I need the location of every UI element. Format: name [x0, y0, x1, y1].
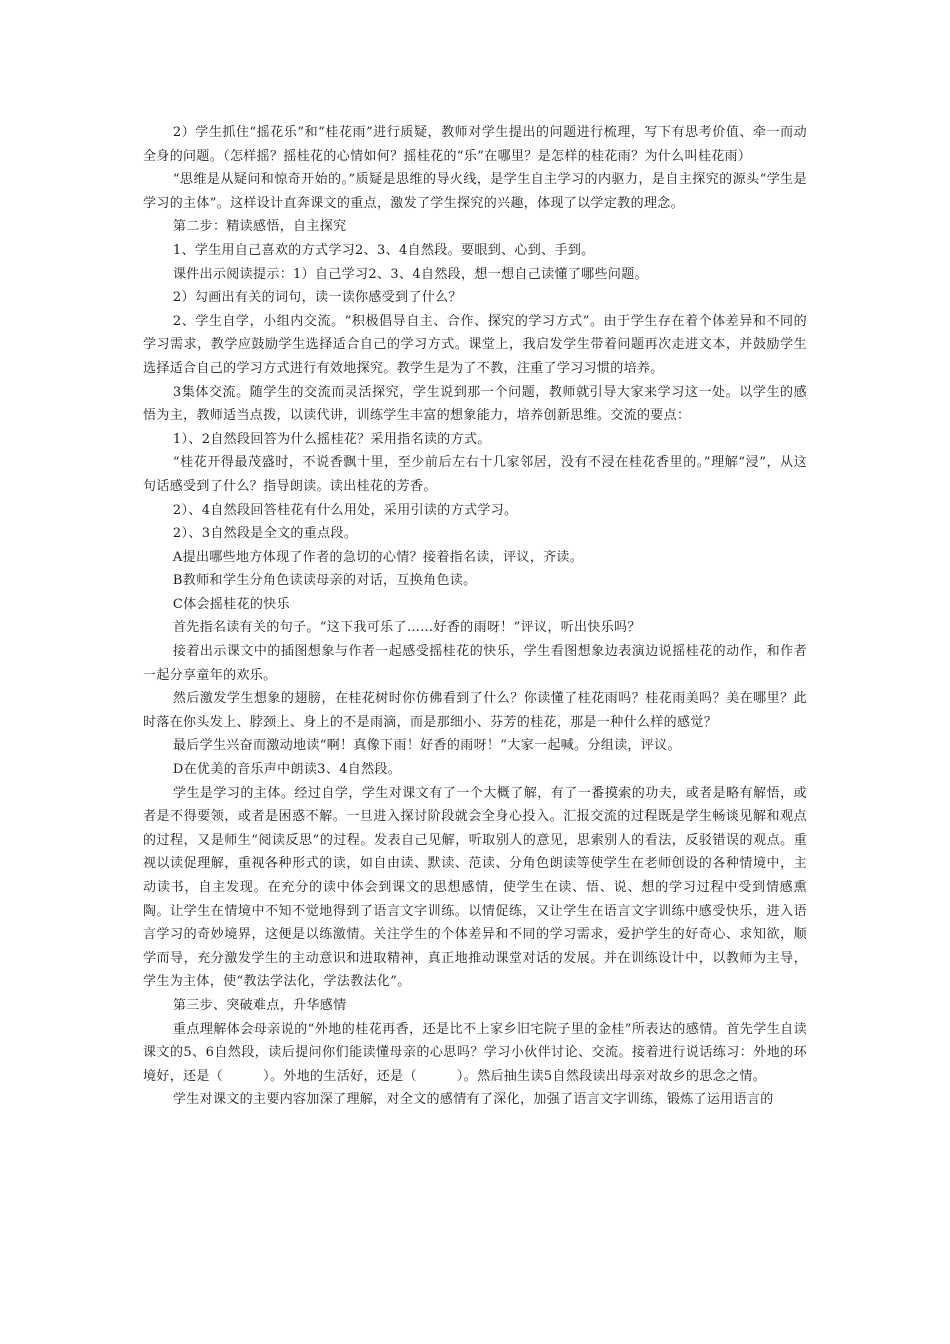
paragraph: B教师和学生分角色读读母亲的对话，互换角色读。: [172, 573, 477, 589]
paragraph: A提出哪些地方体现了作者的急切的心情？接着指名读，评议，齐读。: [172, 549, 584, 565]
paragraph: 1、学生用自己喜欢的方式学习2、3、4自然段。要眼到、心到、手到。: [172, 242, 595, 258]
paragraph: 学生是学习的主体。经过自学，学生对课文有了一个大概了解，有了一番摸索的功夫，或者是略有解悟，或者是不得要领，或者是困惑不解。一旦进入探讨阶段就会全身心投入。汇报交流的过程既是学生畅谈见解和观点的过程，又是师生“阅读反思”的过程。发表自己见解，听取别人的意见，思索别人的看法，反驳错误的观点。重视以读促理解，重视各种形式的读，如自由读、默读、范读、分角色朗读等使学生在老师创设的各种情境中，主动读书，自主发现。在充分的读中体会到课文的思想感情，使学生在读、悟、说、想的学习过程中受到情感熏陶。让学生在情境中不知不觉地得到了语言文字训练。以情促练，又让学生在语言文字训练中感受快乐，进入语言学习的奇妙境界，这便是以练激情。关注学生的个体差异和不同的学习需求，爱护学生的好奇心、求知欲，顺学而导，充分激发学生的主动意识和进取精神，真正地推动课堂对话的发展。并在训练设计中，以教师为主导，学生为主体，使“教法学法化，学法教法化”。: [143, 785, 807, 990]
document-body: [143, 121, 807, 1112]
paragraph: “桂花开得最茂盛时，不说香飘十里，至少前后左右十几家邻居，没有不浸在桂花香里的。”理解“浸”，从这句话感受到了什么？指导朗读。读出桂花的芳香。: [143, 455, 807, 494]
paragraph: 2）勾画出有关的词句，读一读你感受到了什么？: [172, 290, 462, 306]
paragraph: 重点理解体会母亲说的“外地的桂花再香，还是比不上家乡旧宅院子里的金桂”所表达的感情。首先学生自读课文的5、6自然段，读后提问你们能读懂母亲的心思吗？学习小伙伴讨论、交流。接着进行说话练习：外地的环境好，还是（ ）。外地的生活好，还是（ ）。然后抽生读5自然段读出母亲对故乡的思念之情。: [143, 1021, 807, 1084]
paragraph: 最后学生兴奋而激动地读“啊！真像下雨！好香的雨呀！”大家一起喊。分组读，评议。: [172, 738, 681, 754]
paragraph: D在优美的音乐声中朗读3、4自然段。: [172, 762, 402, 778]
paragraph: 课件出示阅读提示：1）自己学习2、3、4自然段，想一想自己读懂了哪些问题。: [172, 266, 648, 282]
paragraph: 1）、2自然段回答为什么摇桂花？采用指名读的方式。: [172, 431, 491, 447]
paragraph: C体会摇桂花的快乐: [172, 596, 290, 612]
paragraph: 首先指名读有关的句子。“这下我可乐了……好香的雨呀！”评议，听出快乐吗？: [172, 620, 641, 636]
paragraph: 然后激发学生想象的翅膀，在桂花树时你仿佛看到了什么？你读懂了桂花雨吗？桂花雨美吗？美在哪里？此时落在你头发上、脖颈上、身上的不是雨滴，而是那细小、芬芳的桂花，那是一种什么样的感觉？: [143, 691, 807, 730]
paragraph: 2）、4自然段回答桂花有什么用处，采用引读的方式学习。: [172, 502, 518, 518]
paragraph: 2）学生抓住“摇花乐”和“桂花雨”进行质疑，教师对学生提出的问题进行梳理，写下有思考价值、牵一而动全身的问题。（怎样摇？摇桂花的心情如何？摇桂花的“乐”在哪里？是怎样的桂花雨？为什么叫桂花雨）: [143, 125, 807, 164]
paragraph: 2、学生自学，小组内交流。“积极倡导自主、合作、探究的学习方式”。由于学生存在着个体差异和不同的学习需求，教学应鼓励学生选择适合自己的学习方式。课堂上，我启发学生带着问题再次走进文本，并鼓励学生选择适合自己的学习方式进行有效地探究。教学生是为了不教，注重了学习习惯的培养。: [143, 313, 807, 376]
paragraph: 学生对课文的主要内容加深了理解，对全文的感情有了深化，加强了语言文字训练，锻炼了运用语言的: [172, 1092, 774, 1108]
paragraph: 3集体交流。随学生的交流而灵活探究，学生说到那一个问题，教师就引导大家来学习这一处。以学生的感悟为主，教师适当点拨，以读代讲，训练学生丰富的想象能力，培养创新思维。交流的要点：: [143, 384, 807, 424]
section-heading: 第二步：精读感悟，自主探究: [172, 219, 347, 235]
paragraph: 接着出示课文中的插图想象与作者一起感受摇桂花的快乐，学生看图想象边表演边说摇桂花的动作，和作者一起分享童年的欢乐。: [143, 644, 807, 683]
paragraph: “思维是从疑问和惊奇开始的。”质疑是思维的导火线，是学生自主学习的内驱力，是自主探究的源头“学生是学习的主体”。这样设计直奔课文的重点，激发了学生探究的兴趣，体现了以学定教的理念。: [143, 172, 807, 211]
section-heading: 第三步、突破难点，升华感情: [172, 997, 347, 1013]
paragraph: 2）、3自然段是全文的重点段。: [172, 526, 358, 542]
